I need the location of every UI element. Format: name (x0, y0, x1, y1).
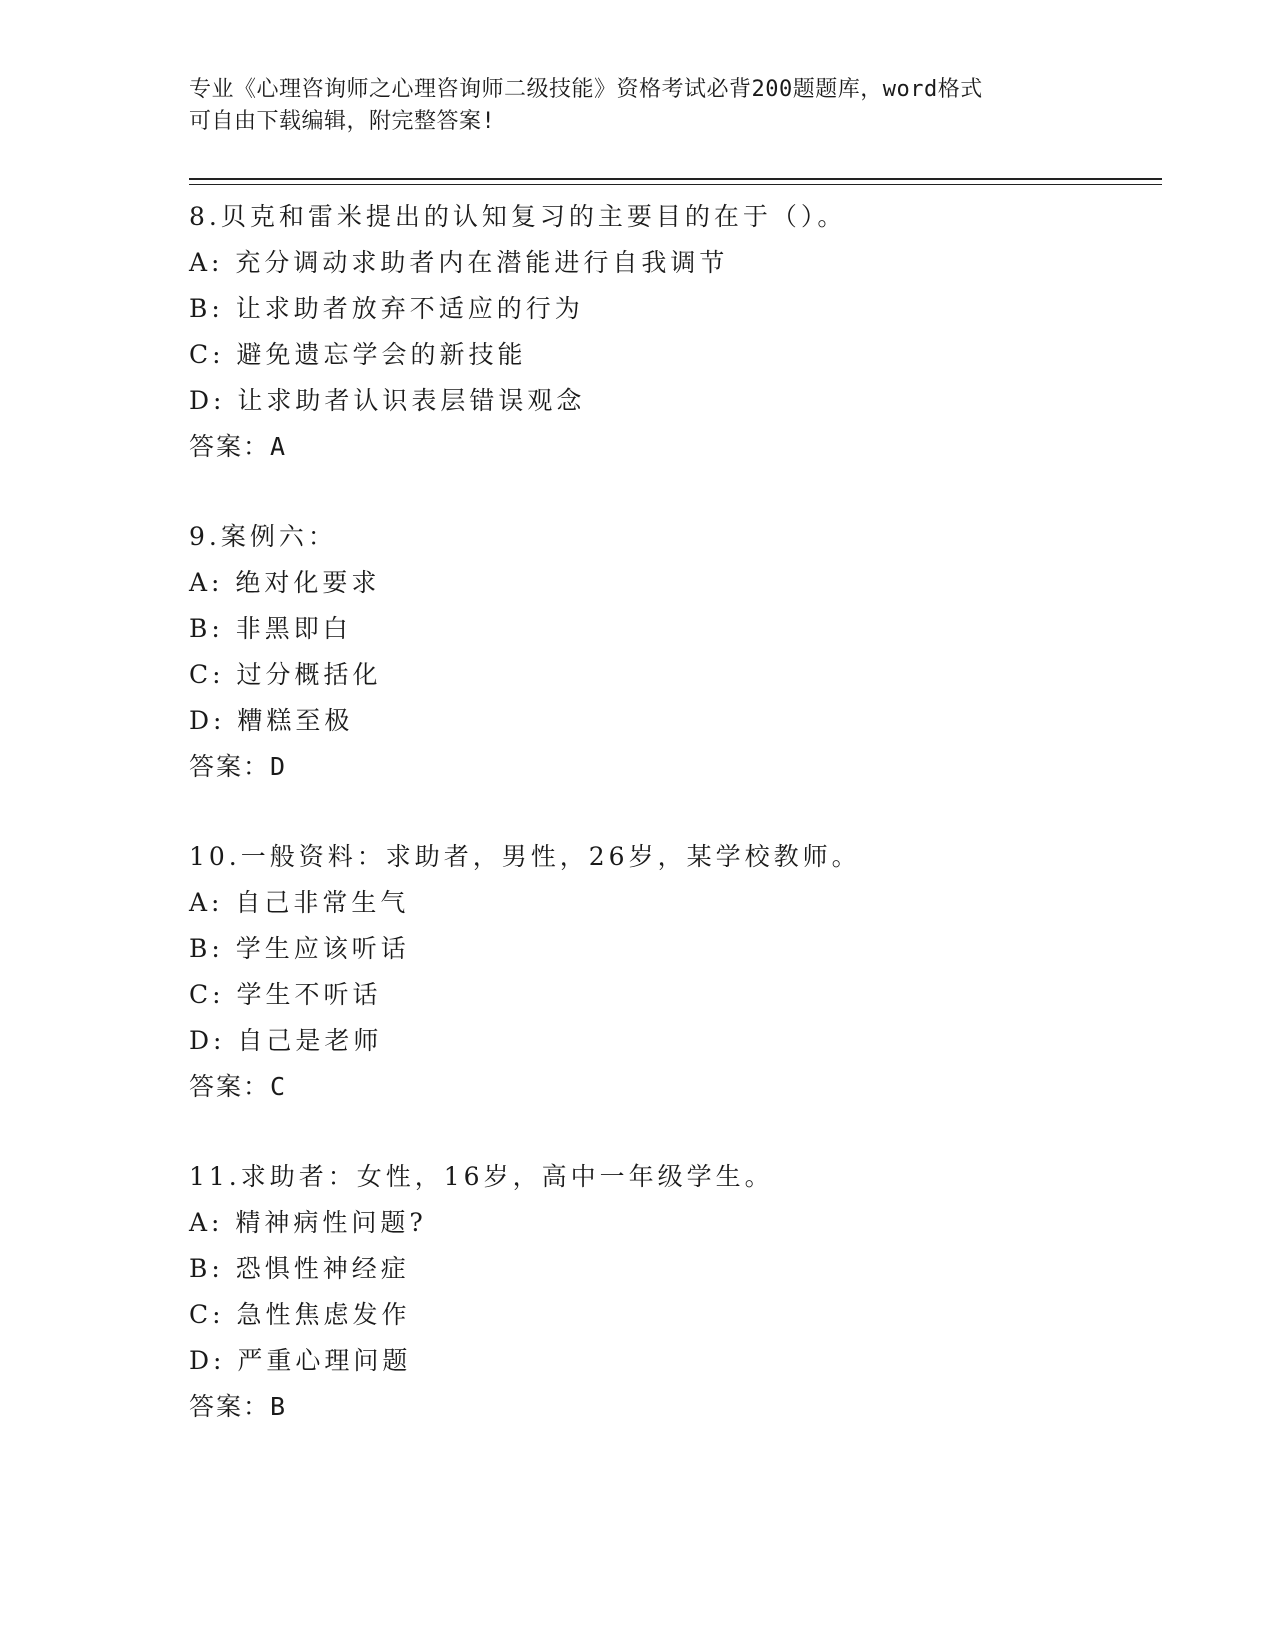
option-c: C: 过分概括化 (189, 660, 382, 689)
option-c: C: 学生不听话 (189, 980, 382, 1009)
question-list (189, 194, 1149, 1474)
question-9 (189, 514, 1149, 790)
answer-label: 答案： (189, 432, 271, 461)
answer-label: 答案： (189, 1072, 271, 1101)
header-divider-thin (189, 184, 1162, 185)
answer-line (189, 1064, 1149, 1110)
option-d: D: 糟糕至极 (189, 706, 354, 735)
option-c: C: 避免遗忘学会的新技能 (189, 340, 527, 369)
option-d: D: 自己是老师 (189, 1026, 383, 1055)
answer-value: B (270, 1392, 288, 1421)
option-c: C: 急性焦虑发作 (189, 1300, 411, 1329)
option-b: B: 非黑即白 (189, 614, 352, 643)
option-a: A: 自己非常生气 (189, 888, 410, 917)
option-a: A: 绝对化要求 (189, 568, 381, 597)
answer-line (189, 1384, 1149, 1430)
answer-label: 答案： (189, 1392, 271, 1421)
question-11 (189, 1154, 1149, 1430)
answer-label: 答案： (189, 752, 271, 781)
question-stem: 9.案例六： (189, 522, 337, 551)
answer-value: C (270, 1072, 288, 1101)
question-stem: 10.一般资料：求助者，男性，26岁，某学校教师。 (189, 842, 861, 871)
header-line-1: 专业《心理咨询师之心理咨询师二级技能》资格考试必背200题题库，word格式 (189, 77, 983, 102)
answer-value: D (270, 752, 288, 781)
question-stem: 11.求助者：女性，16岁，高中一年级学生。 (189, 1162, 774, 1191)
header-line-2: 可自由下载编辑，附完整答案! (189, 109, 496, 134)
question-stem: 8.贝克和雷米提出的认知复习的主要目的在于（）。 (189, 202, 847, 231)
option-a: A: 充分调动求助者内在潜能进行自我调节 (189, 248, 729, 277)
option-d: D: 严重心理问题 (189, 1346, 412, 1375)
option-d: D: 让求助者认识表层错误观念 (189, 386, 586, 415)
answer-line (189, 744, 1149, 790)
document-header (189, 74, 1089, 138)
answer-line (189, 424, 1149, 470)
question-8 (189, 194, 1149, 470)
option-b: B: 学生应该听话 (189, 934, 410, 963)
answer-value: A (270, 432, 288, 461)
option-b: B: 恐惧性神经症 (189, 1254, 410, 1283)
option-b: B: 让求助者放弃不适应的行为 (189, 294, 584, 323)
question-10 (189, 834, 1149, 1110)
header-divider-thick (189, 178, 1162, 180)
option-a: A: 精神病性问题? (189, 1208, 427, 1237)
